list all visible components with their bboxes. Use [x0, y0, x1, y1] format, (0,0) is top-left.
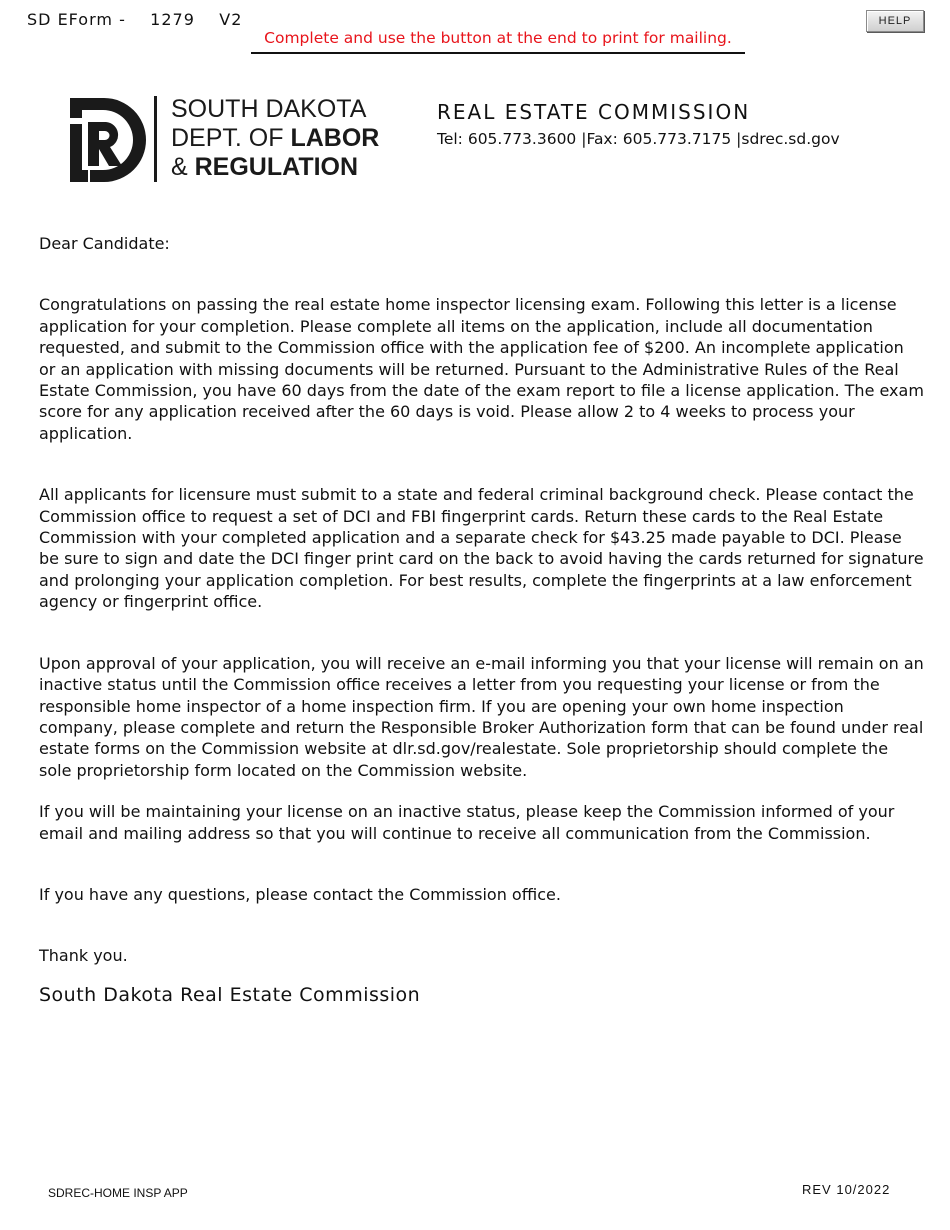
agency-logo	[66, 95, 380, 184]
agency-name: REAL ESTATE COMMISSION	[437, 100, 751, 124]
logo-line-state: SOUTH DAKOTA	[171, 95, 367, 123]
help-button[interactable]: HELP	[866, 10, 924, 32]
agency-contact: Tel: 605.773.3600 |Fax: 605.773.7175 |sdrec.sd.gov	[437, 130, 840, 148]
logo-dept-regular: DEPT. OF	[171, 124, 291, 152]
logo-regulation-bold: REGULATION	[194, 153, 359, 181]
print-instruction: Complete and use the button at the end to print for mailing.	[251, 28, 745, 54]
letter-paragraph-exam: Congratulations on passing the real estate home inspector licensing exam. Following this letter is a license application for your completion. Please complete all items on the application, include all documentation requested, and submit to the Commission office with the application fee of $200. An incomplete application or an application with missing documents will be returned. Pursuant to the Administrative Rules of the Real Estate Commission, you have 60 days from the date of the exam report to file a license application. The exam score for any application received after the 60 days is void. Please allow 2 to 4 weeks to process your application.	[39, 295, 924, 443]
form-id: SD EForm - 1279 V2	[27, 10, 243, 29]
form-code: SDREC-HOME INSP APP	[48, 1186, 188, 1200]
logo-divider	[154, 96, 157, 182]
letter-signature: South Dakota Real Estate Commission	[39, 983, 421, 1006]
letter-paragraph-background-check: All applicants for licensure must submit to a state and federal criminal background check. Please contact the Commission office to request a set of DCI and FBI fingerprint cards. Return these cards to the Real Estate Commission with your completed application and a separate check for $43.25 made payable to DCI. Please be sure to sign and date the DCI finger print card on the back to avoid having the cards returned for signature and prolonging your application completion. For best results, complete the fingerprints at a law enforcement agency or fingerprint office.	[39, 485, 924, 612]
revision-date: REV 10/2022	[802, 1182, 891, 1197]
logo-line-regulation	[171, 153, 379, 182]
letter-closing: Thank you.	[39, 946, 128, 966]
logo-wordmark	[171, 95, 379, 182]
letter-body	[39, 233, 924, 1006]
logo-dept-bold: LABOR	[290, 124, 380, 152]
letter-paragraph-approval: Upon approval of your application, you will receive an e-mail informing you that your license will remain on an inactive status until the Commission office receives a letter from you requesting your license or from the responsible home inspector of a home inspection firm. If you are opening your own home inspection company, please complete and return the Responsible Broker Authorization form that can be found under real estate forms on the Commission website at dlr.sd.gov/realestate. Sole proprietorship should complete the sole proprietorship form located on the Commission website.	[39, 653, 924, 780]
letter-paragraph-inactive: If you will be maintaining your license on an inactive status, please keep the Commission informed of your email and mailing address so that you will continue to receive all communication from the Commission.	[39, 802, 895, 843]
dlr-monogram-icon	[66, 96, 146, 184]
letter-paragraph-questions: If you have any questions, please contact the Commission office.	[39, 884, 561, 904]
logo-regulation-regular: &	[171, 153, 195, 181]
logo-line-dept	[171, 124, 379, 153]
letter-greeting: Dear Candidate:	[39, 234, 170, 253]
